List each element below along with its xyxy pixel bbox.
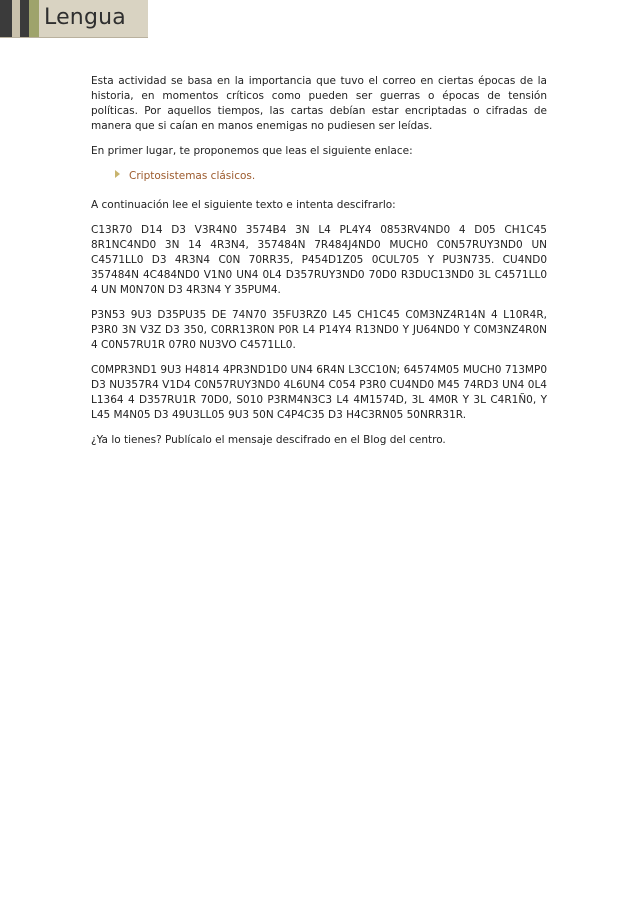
cipher-paragraph-1: C13R70 D14 D3 V3R4N0 3574B4 3N L4 PL4Y4 0853RV4ND0 4 D05 CH1C45 8R1NC4ND0 3N 14 4R3N4, 357484N 7R484J4ND0 MUCH0 C0N57RUY3ND0 UN C4571LL0 D3 4R3N4 C0N 70RR35, P454D1Z05 0CUL705 Y PU3N735. CU4ND0 357484N 4C484ND0 V1N0 UN4 0L4 D357RUY3ND0 70D0 R3DUC13ND0 3L C4571LL0 4 UN M0N70N D3 4R3N4 Y 35PUM4. xyxy=(91,224,547,296)
header-stripe-dark xyxy=(20,0,29,37)
intro-paragraph: Esta actividad se basa en la importancia que tuvo el correo en ciertas épocas de la historia, en momentos críticos como pueden ser guerras o épocas de tensión políticas. Por aquellos tiempos, las cartas debían estar encriptadas o cifradas de manera que si caían en manos enemigas no pudiesen ser leídas. xyxy=(91,75,547,132)
link-list-item xyxy=(115,169,547,184)
link-prompt: En primer lugar, te proponemos que leas el siguiente enlace: xyxy=(91,145,413,157)
criptosistemas-link[interactable]: Criptosistemas clásicos. xyxy=(129,170,256,182)
header-stripe-light xyxy=(12,0,20,37)
closing-paragraph: ¿Ya lo tienes? Publícalo el mensaje descifrado en el Blog del centro. xyxy=(91,434,446,446)
page-header xyxy=(0,0,148,38)
cipher-paragraph-3: C0MPR3ND1 9U3 H4814 4PR3ND1D0 UN4 6R4N L3CC10N; 64574M05 MUCH0 713MP0 D3 NU357R4 V1D4 C0N57RUY3ND0 4L6UN4 C054 P3R0 CU4ND0 M45 74RD3 UN4 0L4 L1364 4 D357RU1R 70D0, S010 P3RM4N3C3 L4 4M1574D, 3L 4M0R Y 3L C4R1Ñ0, Y L45 M4N05 D3 49U3LL05 9U3 50N C4P4C35 D3 H4C3RN05 50NRR31R. xyxy=(91,364,547,421)
document-body xyxy=(91,74,547,458)
bullet-arrow-icon xyxy=(115,170,120,178)
header-stripe-dark xyxy=(0,0,12,37)
header-stripe-olive xyxy=(29,0,39,37)
header-title: Lengua xyxy=(44,5,126,30)
cipher-paragraph-2: P3N53 9U3 D35PU35 DE 74N70 35FU3RZ0 L45 CH1C45 C0M3NZ4R14N 4 L10R4R, P3R0 3N V3Z D3 350, C0RR13R0N P0R L4 P14Y4 R13ND0 Y JU64ND0 Y C0M3NZ4R0N 4 C0N57RU1R 07R0 NU3VO C4571LL0. xyxy=(91,309,547,351)
decipher-prompt: A continuación lee el siguiente texto e intenta descifrarlo: xyxy=(91,199,396,211)
